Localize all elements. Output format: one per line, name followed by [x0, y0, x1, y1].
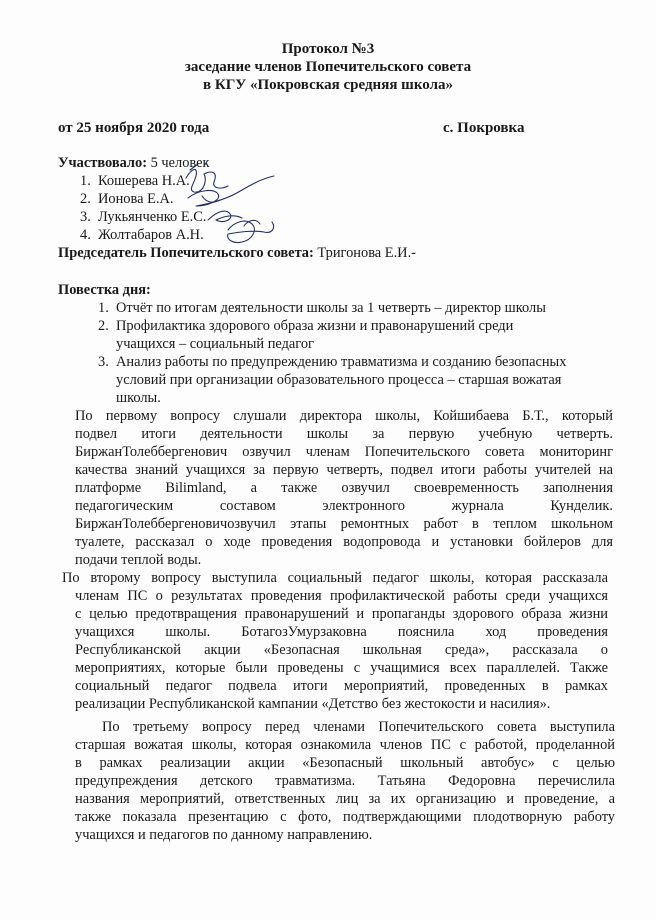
- agenda-item-continued: школы.: [116, 390, 161, 406]
- agenda-item: 1. Отчёт по итогам деятельности школы за 1 четверть – директор школы: [98, 300, 546, 316]
- paragraph-1-line: качества знаний учащихся за первую четверть, подвел итоги работы учителей на: [75, 462, 613, 478]
- paragraph-1-line: туалете, рассказал о ходе проведения водопровода и установки бойлеров для: [75, 534, 613, 550]
- paragraph-1-line: По первому вопросу слушали директора школы, Койшибаева Б.Т., который: [75, 408, 613, 424]
- participant-item: 3. Лукьянченко Е.С.: [80, 209, 207, 225]
- paragraph-2-line: учащихся школы. БотагозУмурзаковна пояснила ход проведения: [75, 624, 608, 640]
- paragraph-3-line: также показала презентацию с фото, подтверждающими плодотворную работу: [75, 809, 615, 825]
- paragraph-2-line: мероприятиях, которые были проведены с учащимися всех параллелей. Также: [75, 660, 608, 676]
- paragraph-2-line: членам ПС о результатах проведения профилактической работы среди учащихся: [75, 588, 608, 604]
- agenda-item: 3. Анализ работы по предупреждению травматизма и созданию безопасных: [98, 354, 567, 370]
- protocol-place: с. Покровка: [443, 120, 525, 136]
- protocol-date: от 25 ноября 2020 года: [58, 120, 210, 136]
- participants-label: Участвовало:: [58, 155, 147, 171]
- paragraph-2-line: Республиканской акции «Безопасная школьная среда», рассказала о: [75, 642, 608, 658]
- agenda-item-continued: учащихся – социальный педагог: [116, 336, 314, 352]
- protocol-organization: в КГУ «Покровская средняя школа»: [202, 77, 454, 93]
- paragraph-3-line: в рамках реализации акции «Безопасный школьный автобус» с целью: [75, 755, 615, 771]
- paragraph-2-line: с целью предотвращения правонарушений и пропаганды здорового образа жизни: [75, 606, 608, 622]
- paragraph-1-line: БиржанТолеббергеновичозвучил этапы ремонтных работ в теплом школьном: [75, 516, 613, 532]
- participants-count: 5 человек: [150, 155, 210, 171]
- chair-name: Тригонова Е.И.-: [317, 245, 416, 261]
- paragraph-1-line: подачи теплой воды.: [75, 552, 202, 568]
- paragraph-3-line: предупреждения детского травматизма. Татьяна Федоровна перечислила: [75, 773, 615, 789]
- participant-item: 2. Ионова Е.А.: [80, 191, 174, 207]
- paragraph-1-line: педагогическим составом электронного журнала Кунделик.: [75, 498, 613, 514]
- agenda-item: 2. Профилактика здорового образа жизни и правонарушений среди: [98, 318, 514, 334]
- paragraph-3-line: учащихся и педагогов по данному направлению.: [75, 827, 373, 843]
- agenda-item-continued: условий при организации образовательного процесса – старшая вожатая: [116, 372, 562, 388]
- paragraph-1-line: БиржанТолеббергенович озвучил членам Попечительского совета мониторинг: [75, 444, 613, 460]
- protocol-subtitle: заседание членов Попечительского совета: [184, 59, 472, 75]
- participant-item: 4. Жолтабаров А.Н.: [80, 227, 204, 243]
- paragraph-1-line: подвел итоги деятельности школы за первую учебную четверть.: [75, 426, 613, 442]
- paragraph-2-line: социальный педагог подвела итоги мероприятий, проведенных в рамках: [75, 678, 608, 694]
- handwritten-signatures: [168, 160, 298, 260]
- paragraph-2-line: реализации Республиканской кампании «Детство без жестокости и насилия».: [75, 696, 551, 712]
- chair-label: Председатель Попечительского совета:: [58, 245, 314, 261]
- paragraph-3-line: старшая вожатая школы, которая ознакомила членов ПС с работой, проделанной: [75, 737, 615, 753]
- agenda-label: Повестка дня:: [58, 282, 151, 298]
- participant-item: 1. Кошерева Н.А.: [80, 173, 190, 189]
- paragraph-3-line: По третьему вопросу перед членами Попечительского совета выступила: [102, 719, 615, 735]
- protocol-title: Протокол №3: [281, 41, 375, 57]
- paragraph-1-line: платформе Bilimland, а также озвучил своевременность заполнения: [75, 480, 613, 496]
- paragraph-3-line: названия мероприятий, ответственных лиц за их организацию и проведение, а: [75, 791, 615, 807]
- paragraph-2-line: По второму вопросу выступила социальный педагог школы, которая рассказала: [62, 570, 608, 586]
